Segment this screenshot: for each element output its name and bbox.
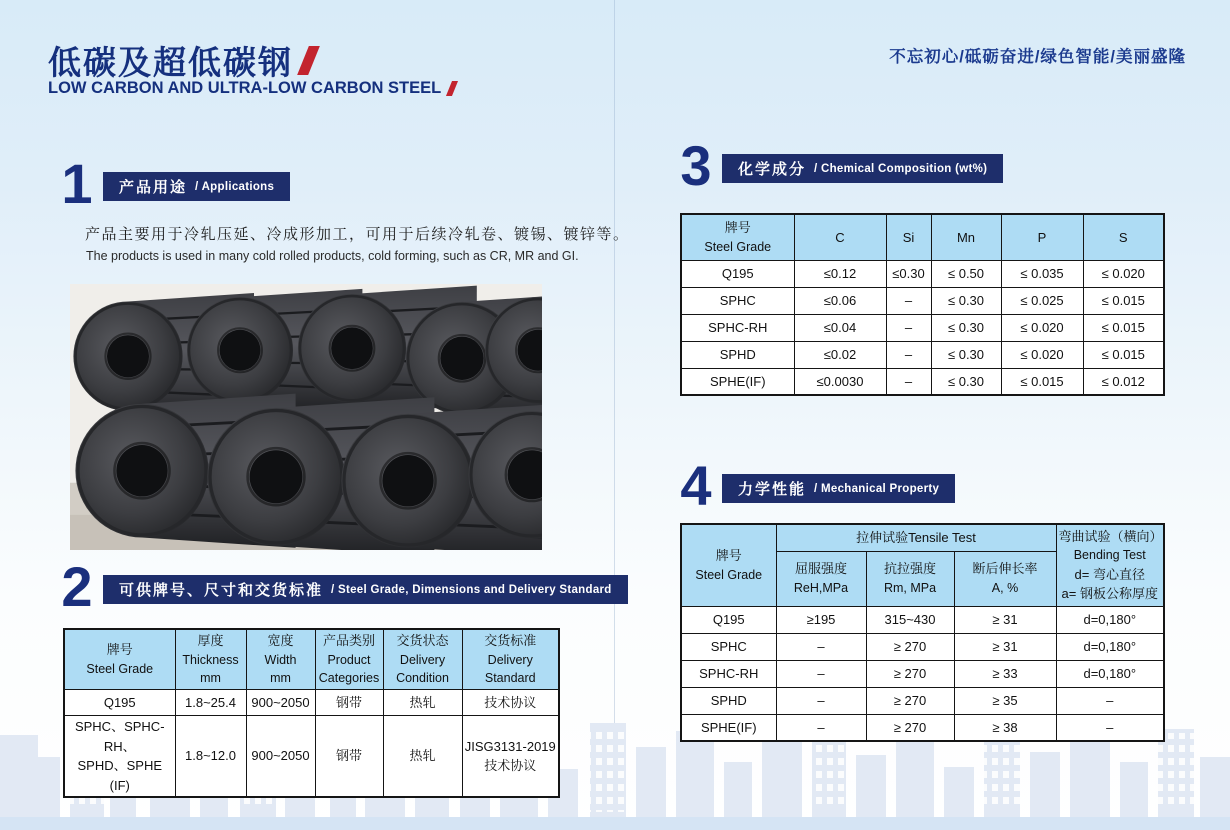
section-2-heading-cn: 可供牌号、尺寸和交货标准 [119, 582, 324, 599]
table-header-cell: 牌号 Steel Grade [681, 214, 794, 260]
applications-text-en: The products is used in many cold rolled products, cold forming, such as CR, MR and GI. [86, 249, 579, 263]
table-row [681, 687, 1164, 714]
steel-coils-photo [70, 284, 542, 550]
table-cell: ≤ 0.30 [931, 314, 1001, 341]
section-3-heading-cn: 化学成分 [738, 161, 807, 178]
table-cell: ≥ 270 [866, 687, 954, 714]
table-cell: ≤ 0.30 [931, 341, 1001, 368]
table-cell: ≤0.04 [794, 314, 886, 341]
section-3-header [674, 134, 1003, 197]
table-row [681, 606, 1164, 633]
section-4-heading-bar [722, 474, 955, 503]
table-cell: 1.8~25.4 [175, 690, 246, 716]
table-cell: ≤ 0.020 [1001, 314, 1083, 341]
table-cell: d=0,180° [1056, 606, 1164, 633]
section-4-header [674, 454, 955, 517]
table-header-cell: C [794, 214, 886, 260]
table-header-row [681, 214, 1164, 260]
applications-text-cn: 产品主要用于冷轧压延、冷成形加工，可用于后续冷轧卷、镀锡、镀锌等。 [85, 226, 630, 243]
table-header-cell: 宽度 Width mm [246, 629, 315, 690]
mechanical-property-table [680, 523, 1165, 742]
section-1-heading-en: / Applications [195, 180, 275, 193]
table-cell: – [886, 368, 931, 395]
table-cell: – [886, 341, 931, 368]
table-cell: SPHD [681, 341, 794, 368]
table-cell: 315~430 [866, 606, 954, 633]
table-cell: SPHC [681, 633, 776, 660]
page-title-cn-text: 低碳及超低碳钢 [48, 44, 293, 81]
table-header-cell: 牌号 Steel Grade [64, 629, 175, 690]
table-header-cell: 屈服强度 ReH,MPa [776, 551, 866, 606]
company-slogan: 不忘初心/砥砺奋进/绿色智能/美丽盛隆 [889, 48, 1186, 66]
table-cell: SPHD [681, 687, 776, 714]
table-header-cell: 牌号 Steel Grade [681, 524, 776, 606]
table-cell: ≤ 0.30 [931, 287, 1001, 314]
table-row [681, 714, 1164, 741]
table-header-cell: 交货标准 Delivery Standard [462, 629, 559, 690]
table-cell: ≥ 270 [866, 714, 954, 741]
page-title-cn [48, 37, 314, 84]
table-cell: ≤0.02 [794, 341, 886, 368]
table-row [681, 633, 1164, 660]
table-cell: ≤ 0.020 [1083, 260, 1164, 287]
table-cell: – [886, 314, 931, 341]
table-cell: ≥ 270 [866, 660, 954, 687]
table-cell: Q195 [681, 606, 776, 633]
table-cell: SPHC-RH [681, 314, 794, 341]
table-header-cell: 断后伸长率 A, % [954, 551, 1056, 606]
table-cell: – [886, 287, 931, 314]
table-cell: ≤0.30 [886, 260, 931, 287]
table-cell: Q195 [681, 260, 794, 287]
page-title-en [48, 79, 455, 98]
table-cell: ≤ 0.30 [931, 368, 1001, 395]
table-cell: 钢带 [315, 690, 383, 716]
section-2-header [55, 555, 628, 618]
table-cell: ≤ 0.025 [1001, 287, 1083, 314]
page-title-en-text: LOW CARBON AND ULTRA-LOW CARBON STEEL [48, 79, 442, 97]
table-header-row [64, 629, 559, 690]
table-header-cell: 产品类别 Product Categories [315, 629, 383, 690]
table-cell: d=0,180° [1056, 633, 1164, 660]
section-3-number: 3 [680, 134, 710, 197]
section-2-heading-bar [103, 575, 628, 604]
table-header-row [681, 524, 1164, 551]
table-header-cell: 弯曲试验（横向） Bending Test d= 弯心直径 a= 钢板公称厚度 [1056, 524, 1164, 606]
table-header-cell: 拉伸试验Tensile Test [776, 524, 1056, 551]
bottom-accent-strip [0, 817, 1230, 830]
table-header-cell: 交货状态 Delivery Condition [383, 629, 462, 690]
table-cell: ≤0.12 [794, 260, 886, 287]
table-cell: Q195 [64, 690, 175, 716]
table-row [681, 341, 1164, 368]
table-cell: 900~2050 [246, 690, 315, 716]
section-3-heading-bar [722, 154, 1003, 183]
table-cell: ≥ 31 [954, 606, 1056, 633]
section-2-number: 2 [61, 555, 91, 618]
table-cell: ≤0.0030 [794, 368, 886, 395]
table-cell: ≥ 31 [954, 633, 1056, 660]
table-cell: 900~2050 [246, 716, 315, 798]
table-header-cell: 厚度 Thickness mm [175, 629, 246, 690]
table-cell: SPHC-RH [681, 660, 776, 687]
table-cell: – [776, 714, 866, 741]
table-cell: d=0,180° [1056, 660, 1164, 687]
table-cell: – [776, 660, 866, 687]
section-4-heading-en: / Mechanical Property [814, 482, 940, 495]
table-cell: – [776, 633, 866, 660]
page-fold-divider [614, 0, 615, 830]
table-cell: 钢带 [315, 716, 383, 798]
table-header-cell: Si [886, 214, 931, 260]
table-cell: SPHE(IF) [681, 714, 776, 741]
table-cell: ≥ 33 [954, 660, 1056, 687]
section-1-number: 1 [61, 152, 91, 215]
table-cell: ≤ 0.015 [1083, 287, 1164, 314]
table-row [64, 690, 559, 716]
table-cell: – [1056, 687, 1164, 714]
table-cell: ≥ 38 [954, 714, 1056, 741]
table-header-cell: S [1083, 214, 1164, 260]
table-cell: JISG3131-2019 技术协议 [462, 716, 559, 798]
table-header-cell: 抗拉强度 Rm, MPa [866, 551, 954, 606]
table-cell: ≤ 0.020 [1001, 341, 1083, 368]
table-row [681, 260, 1164, 287]
table-cell: 热轧 [383, 716, 462, 798]
table-cell: SPHE(IF) [681, 368, 794, 395]
section-1-heading-bar [103, 172, 290, 201]
chemical-composition-table [680, 213, 1165, 396]
table-cell: ≤ 0.015 [1001, 368, 1083, 395]
section-4-number: 4 [680, 454, 710, 517]
table-cell: SPHC、SPHC-RH、 SPHD、SPHE (IF) [64, 716, 175, 798]
table-cell: SPHC [681, 287, 794, 314]
table-row [681, 368, 1164, 395]
table-header-cell: P [1001, 214, 1083, 260]
table-cell: ≤ 0.015 [1083, 341, 1164, 368]
red-slash-icon [297, 46, 320, 75]
section-2-heading-en: / Steel Grade, Dimensions and Delivery Standard [331, 583, 612, 596]
table-cell: ≥195 [776, 606, 866, 633]
table-row [64, 716, 559, 798]
red-slash-icon [446, 81, 458, 96]
section-1-header [55, 152, 290, 215]
table-header-cell: Mn [931, 214, 1001, 260]
dimensions-delivery-table [63, 628, 560, 798]
table-cell: – [1056, 714, 1164, 741]
table-cell: ≤ 0.035 [1001, 260, 1083, 287]
table-cell: 技术协议 [462, 690, 559, 716]
table-cell: – [776, 687, 866, 714]
table-cell: ≥ 35 [954, 687, 1056, 714]
table-cell: 热轧 [383, 690, 462, 716]
table-cell: ≤ 0.015 [1083, 314, 1164, 341]
table-cell: ≤ 0.012 [1083, 368, 1164, 395]
table-row [681, 660, 1164, 687]
section-4-heading-cn: 力学性能 [738, 481, 807, 498]
table-cell: ≤ 0.50 [931, 260, 1001, 287]
table-cell: ≤0.06 [794, 287, 886, 314]
section-3-heading-en: / Chemical Composition (wt%) [814, 162, 988, 175]
section-1-heading-cn: 产品用途 [119, 179, 188, 196]
table-row [681, 314, 1164, 341]
table-cell: 1.8~12.0 [175, 716, 246, 798]
table-cell: ≥ 270 [866, 633, 954, 660]
table-row [681, 287, 1164, 314]
